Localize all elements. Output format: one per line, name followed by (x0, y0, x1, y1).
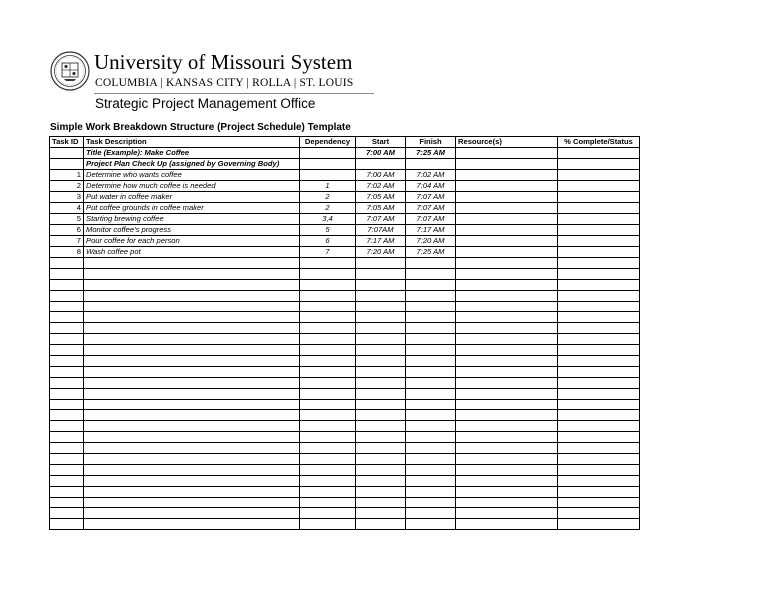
finish-time-cell[interactable] (406, 508, 456, 519)
task-description-cell[interactable] (84, 323, 300, 334)
start-time-cell[interactable] (356, 268, 406, 279)
dependency-cell[interactable]: 2 (300, 203, 356, 214)
campus-list: COLUMBIA | KANSAS CITY | ROLLA | ST. LOUIS (95, 77, 354, 89)
table-row (50, 323, 640, 334)
table-row (50, 192, 640, 203)
dependency-cell[interactable] (300, 497, 356, 508)
task-id-cell[interactable] (50, 159, 84, 170)
status-cell[interactable] (558, 388, 640, 399)
dependency-cell[interactable] (300, 475, 356, 486)
task-id-cell[interactable]: 8 (50, 247, 84, 258)
status-cell[interactable] (558, 214, 640, 225)
task-description-cell[interactable]: Pour coffee for each person (84, 236, 300, 247)
task-id-cell[interactable] (50, 475, 84, 486)
resources-cell[interactable] (456, 159, 558, 170)
resources-cell[interactable] (456, 421, 558, 432)
task-description-cell[interactable] (84, 432, 300, 443)
task-id-cell[interactable] (50, 443, 84, 454)
task-description-cell[interactable]: Put coffee grounds in coffee maker (84, 203, 300, 214)
column-header-task-id: Task ID (50, 137, 84, 148)
task-description-cell[interactable] (84, 312, 300, 323)
task-description-cell[interactable]: Title (Example): Make Coffee (84, 148, 300, 159)
resources-cell[interactable] (456, 486, 558, 497)
task-description-cell[interactable] (84, 410, 300, 421)
resources-cell[interactable] (456, 464, 558, 475)
task-id-cell[interactable]: 1 (50, 170, 84, 181)
task-description-cell[interactable] (84, 377, 300, 388)
finish-time-cell[interactable] (406, 356, 456, 367)
table-row (50, 508, 640, 519)
finish-time-cell[interactable] (406, 279, 456, 290)
dependency-cell[interactable] (300, 312, 356, 323)
dependency-cell[interactable] (300, 410, 356, 421)
task-description-cell[interactable] (84, 454, 300, 465)
resources-cell[interactable] (456, 388, 558, 399)
start-time-cell[interactable]: 7:07AM (356, 225, 406, 236)
task-id-cell[interactable] (50, 508, 84, 519)
dependency-cell[interactable] (300, 519, 356, 530)
finish-time-cell[interactable] (406, 454, 456, 465)
start-time-cell[interactable] (356, 258, 406, 269)
dependency-cell[interactable] (300, 388, 356, 399)
start-time-cell[interactable]: 7:07 AM (356, 214, 406, 225)
header-divider (94, 93, 374, 94)
table-row (50, 388, 640, 399)
finish-time-cell[interactable] (406, 464, 456, 475)
table-row (50, 214, 640, 225)
dependency-cell[interactable] (300, 377, 356, 388)
table-row (50, 432, 640, 443)
column-header-start: Start (356, 137, 406, 148)
table-row (50, 421, 640, 432)
start-time-cell[interactable]: 7:05 AM (356, 203, 406, 214)
status-cell[interactable] (558, 279, 640, 290)
dependency-cell[interactable] (300, 301, 356, 312)
task-description-cell[interactable] (84, 268, 300, 279)
status-cell[interactable] (558, 170, 640, 181)
resources-cell[interactable] (456, 508, 558, 519)
dependency-cell[interactable] (300, 356, 356, 367)
task-id-cell[interactable] (50, 519, 84, 530)
table-row (50, 236, 640, 247)
finish-time-cell[interactable] (406, 486, 456, 497)
finish-time-cell[interactable] (406, 421, 456, 432)
resources-cell[interactable] (456, 268, 558, 279)
task-id-cell[interactable] (50, 366, 84, 377)
resources-cell[interactable] (456, 258, 558, 269)
office-name: Strategic Project Management Office (95, 96, 316, 111)
status-cell[interactable] (558, 181, 640, 192)
dependency-cell[interactable] (300, 290, 356, 301)
resources-cell[interactable] (456, 225, 558, 236)
dependency-cell[interactable] (300, 432, 356, 443)
task-description-cell[interactable] (84, 258, 300, 269)
task-description-cell[interactable]: Determine who wants coffee (84, 170, 300, 181)
document-title: Simple Work Breakdown Structure (Project Schedule) Template (50, 122, 351, 133)
resources-cell[interactable] (456, 181, 558, 192)
table-row (50, 497, 640, 508)
task-id-cell[interactable] (50, 356, 84, 367)
table-row (50, 159, 640, 170)
university-name: University of Missouri System (94, 50, 353, 74)
table-row (50, 181, 640, 192)
table-row (50, 377, 640, 388)
dependency-cell[interactable]: 6 (300, 236, 356, 247)
task-description-cell[interactable] (84, 475, 300, 486)
resources-cell[interactable] (456, 399, 558, 410)
dependency-cell[interactable] (300, 366, 356, 377)
university-seal-logo (50, 51, 90, 91)
status-cell[interactable] (558, 345, 640, 356)
start-time-cell[interactable] (356, 486, 406, 497)
start-time-cell[interactable] (356, 377, 406, 388)
task-description-cell[interactable] (84, 290, 300, 301)
finish-time-cell[interactable]: 7:25 AM (406, 247, 456, 258)
status-cell[interactable] (558, 454, 640, 465)
status-cell[interactable] (558, 301, 640, 312)
start-time-cell[interactable] (356, 508, 406, 519)
finish-time-cell[interactable]: 7:20 AM (406, 236, 456, 247)
start-time-cell[interactable] (356, 464, 406, 475)
task-id-cell[interactable]: 2 (50, 181, 84, 192)
task-id-cell[interactable] (50, 432, 84, 443)
task-description-cell[interactable] (84, 366, 300, 377)
status-cell[interactable] (558, 323, 640, 334)
finish-time-cell[interactable] (406, 312, 456, 323)
task-description-cell[interactable] (84, 388, 300, 399)
task-description-cell[interactable] (84, 486, 300, 497)
resources-cell[interactable] (456, 170, 558, 181)
resources-cell[interactable] (456, 443, 558, 454)
task-id-cell[interactable]: 6 (50, 225, 84, 236)
finish-time-cell[interactable] (406, 290, 456, 301)
dependency-cell[interactable] (300, 170, 356, 181)
start-time-cell[interactable] (356, 334, 406, 345)
status-cell[interactable] (558, 519, 640, 530)
dependency-cell[interactable]: 3,4 (300, 214, 356, 225)
table-row (50, 203, 640, 214)
start-time-cell[interactable]: 7:20 AM (356, 247, 406, 258)
dependency-cell[interactable] (300, 421, 356, 432)
task-id-cell[interactable] (50, 421, 84, 432)
task-description-cell[interactable]: Determine how much coffee is needed (84, 181, 300, 192)
status-cell[interactable] (558, 508, 640, 519)
table-row (50, 170, 640, 181)
resources-cell[interactable] (456, 356, 558, 367)
resources-cell[interactable] (456, 192, 558, 203)
finish-time-cell[interactable]: 7:07 AM (406, 192, 456, 203)
finish-time-cell[interactable]: 7:02 AM (406, 170, 456, 181)
resources-cell[interactable] (456, 247, 558, 258)
resources-cell[interactable] (456, 345, 558, 356)
task-description-cell[interactable] (84, 399, 300, 410)
start-time-cell[interactable]: 7:05 AM (356, 192, 406, 203)
task-description-cell[interactable]: Put water in coffee maker (84, 192, 300, 203)
status-cell[interactable] (558, 486, 640, 497)
column-header-status: % Complete/Status (558, 137, 640, 148)
finish-time-cell[interactable] (406, 410, 456, 421)
start-time-cell[interactable] (356, 475, 406, 486)
wbs-table (49, 136, 640, 530)
table-row (50, 486, 640, 497)
task-id-cell[interactable] (50, 454, 84, 465)
status-cell[interactable] (558, 410, 640, 421)
table-row (50, 312, 640, 323)
task-id-cell[interactable] (50, 148, 84, 159)
start-time-cell[interactable] (356, 356, 406, 367)
start-time-cell[interactable] (356, 312, 406, 323)
finish-time-cell[interactable]: 7:07 AM (406, 203, 456, 214)
task-id-cell[interactable] (50, 497, 84, 508)
finish-time-cell[interactable] (406, 399, 456, 410)
start-time-cell[interactable] (356, 323, 406, 334)
finish-time-cell[interactable] (406, 334, 456, 345)
dependency-cell[interactable] (300, 159, 356, 170)
table-row (50, 410, 640, 421)
table-row (50, 268, 640, 279)
table-row (50, 443, 640, 454)
finish-time-cell[interactable] (406, 377, 456, 388)
start-time-cell[interactable]: 7:00 AM (356, 148, 406, 159)
task-id-cell[interactable] (50, 279, 84, 290)
finish-time-cell[interactable] (406, 388, 456, 399)
resources-cell[interactable] (456, 301, 558, 312)
finish-time-cell[interactable] (406, 475, 456, 486)
resources-cell[interactable] (456, 366, 558, 377)
start-time-cell[interactable] (356, 421, 406, 432)
resources-cell[interactable] (456, 323, 558, 334)
start-time-cell[interactable]: 7:17 AM (356, 236, 406, 247)
start-time-cell[interactable]: 7:00 AM (356, 170, 406, 181)
task-id-cell[interactable] (50, 258, 84, 269)
task-id-cell[interactable] (50, 334, 84, 345)
finish-time-cell[interactable] (406, 497, 456, 508)
dependency-cell[interactable] (300, 486, 356, 497)
status-cell[interactable] (558, 334, 640, 345)
status-cell[interactable] (558, 377, 640, 388)
finish-time-cell[interactable] (406, 323, 456, 334)
finish-time-cell[interactable] (406, 258, 456, 269)
status-cell[interactable] (558, 159, 640, 170)
resources-cell[interactable] (456, 475, 558, 486)
status-cell[interactable] (558, 421, 640, 432)
finish-time-cell[interactable] (406, 159, 456, 170)
task-description-cell[interactable]: Starting brewing coffee (84, 214, 300, 225)
column-header-finish: Finish (406, 137, 456, 148)
dependency-cell[interactable] (300, 508, 356, 519)
dependency-cell[interactable] (300, 443, 356, 454)
table-row (50, 334, 640, 345)
start-time-cell[interactable] (356, 159, 406, 170)
table-row (50, 225, 640, 236)
dependency-cell[interactable]: 1 (300, 181, 356, 192)
finish-time-cell[interactable] (406, 301, 456, 312)
dependency-cell[interactable]: 2 (300, 192, 356, 203)
task-description-cell[interactable] (84, 356, 300, 367)
resources-cell[interactable] (456, 236, 558, 247)
resources-cell[interactable] (456, 410, 558, 421)
column-header-task-description: Task Description (84, 137, 300, 148)
status-cell[interactable] (558, 225, 640, 236)
finish-time-cell[interactable]: 7:17 AM (406, 225, 456, 236)
task-id-cell[interactable] (50, 399, 84, 410)
start-time-cell[interactable] (356, 410, 406, 421)
task-id-cell[interactable] (50, 486, 84, 497)
resources-cell[interactable] (456, 334, 558, 345)
column-header-dependency: Dependency (300, 137, 356, 148)
dependency-cell[interactable] (300, 323, 356, 334)
table-row (50, 366, 640, 377)
status-cell[interactable] (558, 192, 640, 203)
start-time-cell[interactable] (356, 366, 406, 377)
resources-cell[interactable] (456, 377, 558, 388)
resources-cell[interactable] (456, 214, 558, 225)
status-cell[interactable] (558, 497, 640, 508)
table-row (50, 247, 640, 258)
status-cell[interactable] (558, 247, 640, 258)
status-cell[interactable] (558, 290, 640, 301)
dependency-cell[interactable] (300, 345, 356, 356)
status-cell[interactable] (558, 236, 640, 247)
finish-time-cell[interactable] (406, 432, 456, 443)
dependency-cell[interactable] (300, 268, 356, 279)
dependency-cell[interactable] (300, 334, 356, 345)
dependency-cell[interactable] (300, 279, 356, 290)
task-id-cell[interactable]: 7 (50, 236, 84, 247)
table-row (50, 519, 640, 530)
start-time-cell[interactable] (356, 443, 406, 454)
start-time-cell[interactable] (356, 519, 406, 530)
table-row (50, 290, 640, 301)
finish-time-cell[interactable] (406, 366, 456, 377)
task-description-cell[interactable] (84, 443, 300, 454)
dependency-cell[interactable] (300, 454, 356, 465)
task-description-cell[interactable] (84, 519, 300, 530)
finish-time-cell[interactable] (406, 345, 456, 356)
start-time-cell[interactable] (356, 497, 406, 508)
table-row (50, 279, 640, 290)
status-cell[interactable] (558, 203, 640, 214)
resources-cell[interactable] (456, 290, 558, 301)
start-time-cell[interactable] (356, 301, 406, 312)
resources-cell[interactable] (456, 432, 558, 443)
dependency-cell[interactable]: 7 (300, 247, 356, 258)
resources-cell[interactable] (456, 312, 558, 323)
dependency-cell[interactable] (300, 258, 356, 269)
resources-cell[interactable] (456, 203, 558, 214)
dependency-cell[interactable]: 5 (300, 225, 356, 236)
status-cell[interactable] (558, 464, 640, 475)
dependency-cell[interactable] (300, 464, 356, 475)
task-description-cell[interactable]: Wash coffee pot (84, 247, 300, 258)
table-row (50, 301, 640, 312)
table-row (50, 454, 640, 465)
status-cell[interactable] (558, 432, 640, 443)
start-time-cell[interactable] (356, 279, 406, 290)
task-description-cell[interactable]: Monitor coffee's progress (84, 225, 300, 236)
status-cell[interactable] (558, 148, 640, 159)
finish-time-cell[interactable] (406, 268, 456, 279)
task-description-cell[interactable] (84, 508, 300, 519)
task-id-cell[interactable] (50, 301, 84, 312)
task-description-cell[interactable] (84, 334, 300, 345)
dependency-cell[interactable] (300, 148, 356, 159)
start-time-cell[interactable]: 7:02 AM (356, 181, 406, 192)
task-id-cell[interactable] (50, 323, 84, 334)
task-description-cell[interactable] (84, 345, 300, 356)
status-cell[interactable] (558, 443, 640, 454)
resources-cell[interactable] (456, 454, 558, 465)
task-id-cell[interactable] (50, 377, 84, 388)
finish-time-cell[interactable]: 7:25 AM (406, 148, 456, 159)
status-cell[interactable] (558, 475, 640, 486)
table-row (50, 356, 640, 367)
task-id-cell[interactable] (50, 268, 84, 279)
table-header-row (50, 137, 640, 148)
start-time-cell[interactable] (356, 290, 406, 301)
table-row (50, 345, 640, 356)
status-cell[interactable] (558, 366, 640, 377)
start-time-cell[interactable] (356, 432, 406, 443)
table-row (50, 148, 640, 159)
letterhead (50, 47, 354, 117)
table-row (50, 258, 640, 269)
task-id-cell[interactable] (50, 388, 84, 399)
dependency-cell[interactable] (300, 399, 356, 410)
start-time-cell[interactable] (356, 388, 406, 399)
status-cell[interactable] (558, 258, 640, 269)
task-id-cell[interactable] (50, 464, 84, 475)
finish-time-cell[interactable] (406, 519, 456, 530)
column-header-resources: Resource(s) (456, 137, 558, 148)
table-row (50, 464, 640, 475)
task-description-cell[interactable]: Project Plan Check Up (assigned by Governing Body) (84, 159, 300, 170)
task-description-cell[interactable] (84, 421, 300, 432)
task-id-cell[interactable]: 4 (50, 203, 84, 214)
task-id-cell[interactable]: 3 (50, 192, 84, 203)
start-time-cell[interactable] (356, 454, 406, 465)
start-time-cell[interactable] (356, 345, 406, 356)
status-cell[interactable] (558, 399, 640, 410)
task-id-cell[interactable] (50, 290, 84, 301)
task-id-cell[interactable] (50, 345, 84, 356)
resources-cell[interactable] (456, 148, 558, 159)
finish-time-cell[interactable]: 7:07 AM (406, 214, 456, 225)
start-time-cell[interactable] (356, 399, 406, 410)
resources-cell[interactable] (456, 279, 558, 290)
table-row (50, 475, 640, 486)
table-row (50, 399, 640, 410)
task-id-cell[interactable] (50, 312, 84, 323)
task-description-cell[interactable] (84, 301, 300, 312)
task-id-cell[interactable]: 5 (50, 214, 84, 225)
resources-cell[interactable] (456, 519, 558, 530)
task-description-cell[interactable] (84, 497, 300, 508)
finish-time-cell[interactable]: 7:04 AM (406, 181, 456, 192)
finish-time-cell[interactable] (406, 443, 456, 454)
status-cell[interactable] (558, 356, 640, 367)
task-id-cell[interactable] (50, 410, 84, 421)
status-cell[interactable] (558, 312, 640, 323)
resources-cell[interactable] (456, 497, 558, 508)
task-description-cell[interactable] (84, 279, 300, 290)
status-cell[interactable] (558, 268, 640, 279)
task-description-cell[interactable] (84, 464, 300, 475)
